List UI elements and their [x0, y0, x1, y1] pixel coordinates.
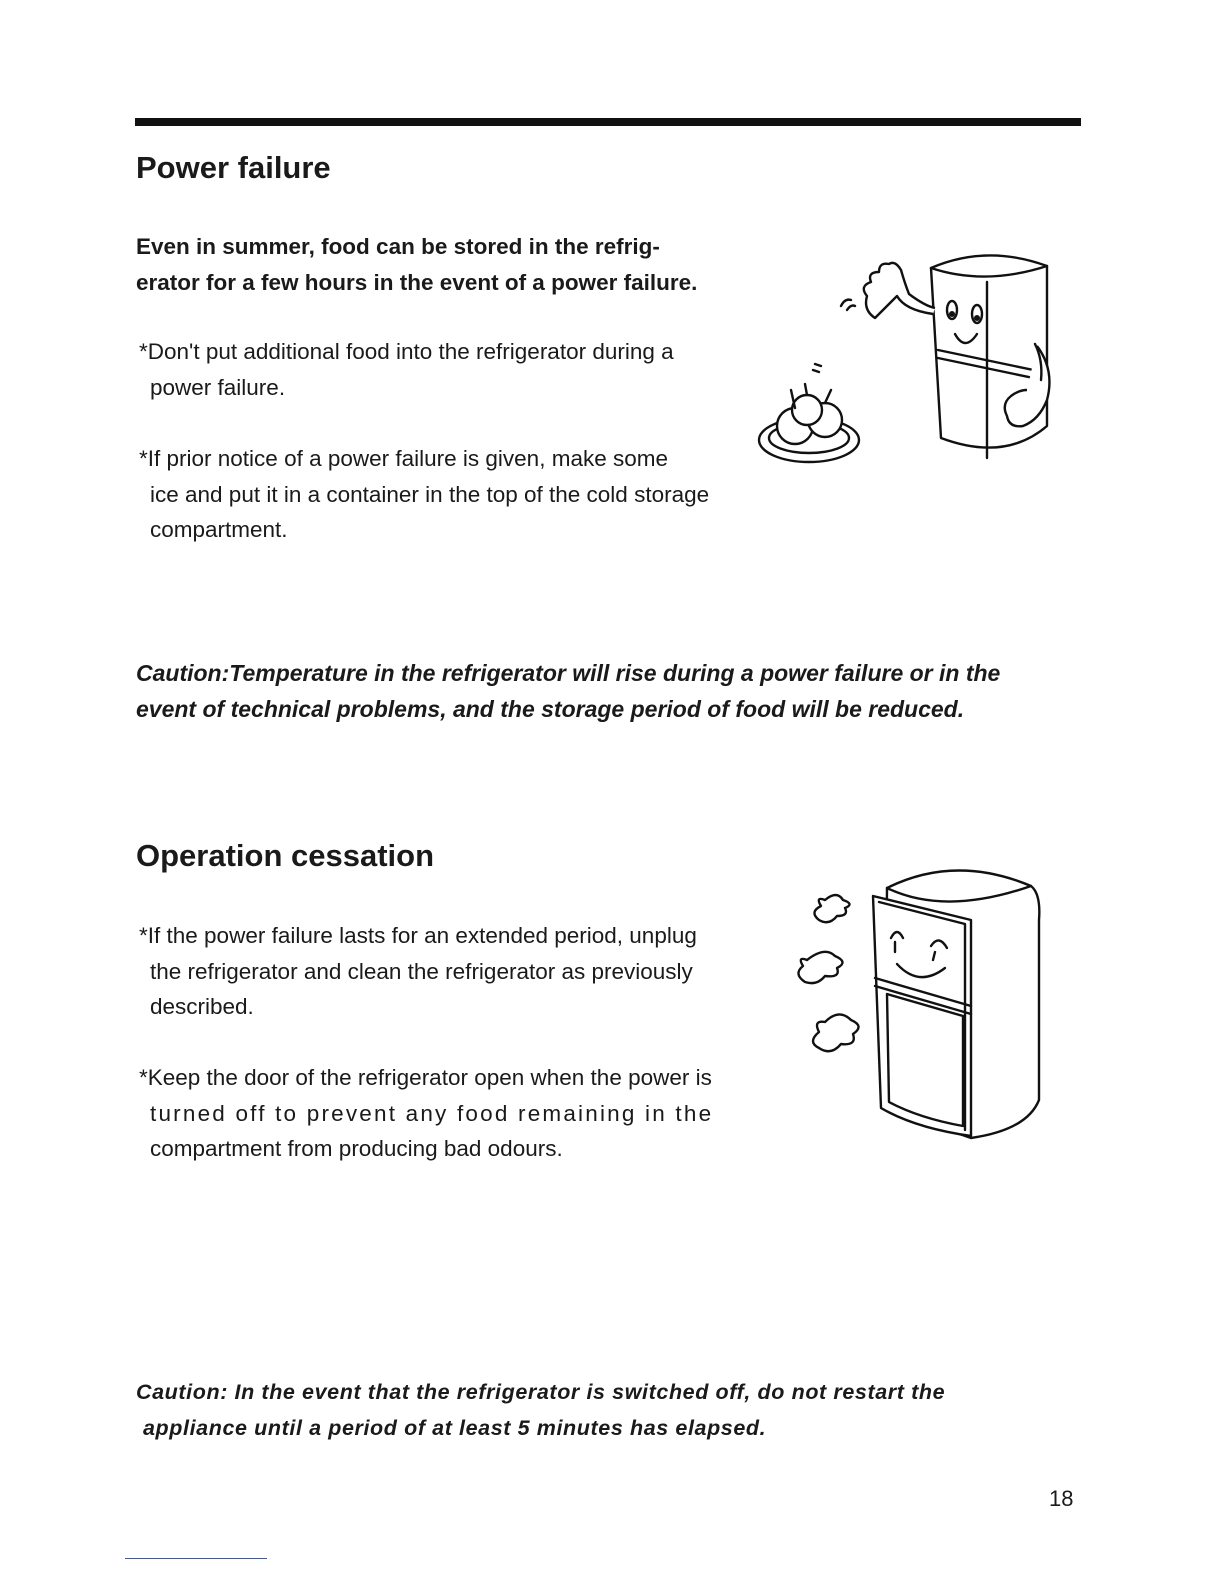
section-title-operation-cessation: Operation cessation [136, 838, 435, 873]
fridge-open-door-illustration [795, 860, 1055, 1150]
item-line: described. [150, 994, 254, 1019]
power-failure-item-2 [139, 441, 709, 548]
operation-cessation-item-2 [139, 1060, 713, 1167]
item-line: the refrigerator and clean the refrigerator as previously [150, 958, 693, 984]
operation-cessation-caution [136, 1374, 945, 1446]
page-number: 18 [1049, 1486, 1074, 1511]
item-line: *Keep the door of the refrigerator open when the power is [139, 1065, 712, 1090]
item-line: ice and put it in a container in the top of the cold storage [150, 481, 710, 507]
section-title-power-failure: Power failure [136, 150, 331, 185]
lead-line-2: erator for a few hours in the event of a power failure. [136, 270, 698, 295]
item-line: power failure. [150, 374, 286, 400]
caution-line: appliance until a period of at least 5 minutes has elapsed. [143, 1416, 767, 1440]
lead-line-1: Even in summer, food can be stored in the refrig- [136, 234, 660, 259]
item-line: compartment. [150, 517, 288, 542]
power-failure-caution [136, 655, 1000, 727]
item-line: *If the power failure lasts for an extended period, unplug [139, 923, 697, 948]
caution-line: Caution: In the event that the refrigerator is switched off, do not restart the [136, 1380, 946, 1404]
header-rule [135, 118, 1081, 126]
item-line: *If prior notice of a power failure is given, make some [139, 446, 668, 471]
power-failure-lead [136, 229, 756, 301]
caution-line: event of technical problems, and the storage period of food will be reduced. [136, 696, 965, 722]
item-line: *Don't put additional food into the refrigerator during a [139, 339, 674, 364]
power-failure-item-1 [139, 334, 674, 405]
footer-link-underline [125, 1558, 267, 1559]
fridge-waving-illustration [755, 240, 1065, 480]
item-line: turned off to prevent any food remaining in the [150, 1100, 714, 1126]
operation-cessation-item-1 [139, 918, 697, 1025]
caution-line: Caution:Temperature in the refrigerator will rise during a power failure or in the [136, 660, 1001, 686]
item-line: compartment from producing bad odours. [150, 1136, 563, 1161]
